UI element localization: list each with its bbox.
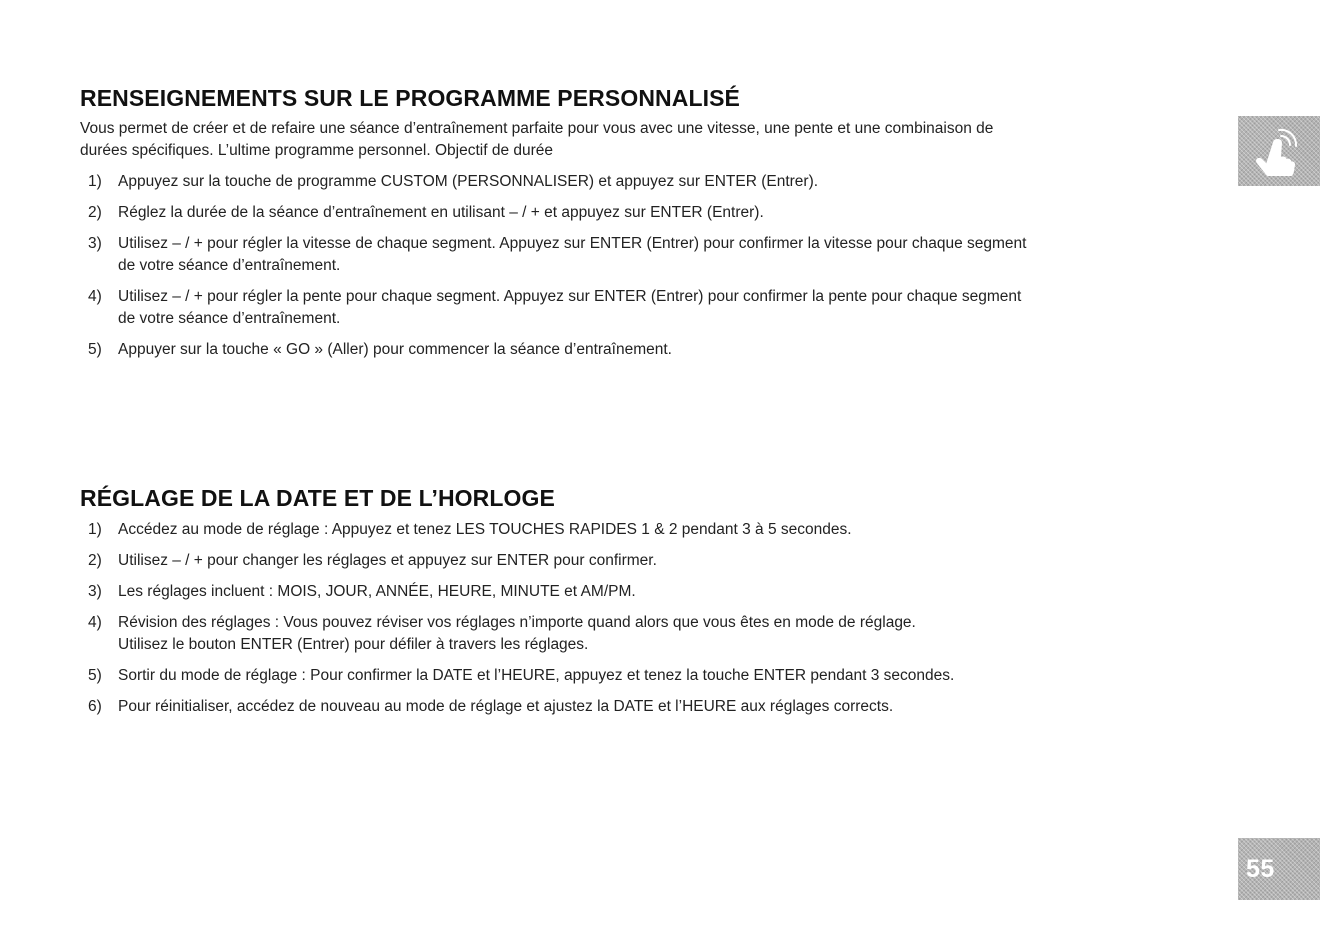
step-number: 2) <box>88 552 102 569</box>
step-number: 1) <box>88 521 102 538</box>
side-tab <box>1238 116 1320 186</box>
step-text: Utilisez – / + pour régler la vitesse de chaque segment. Appuyez sur ENTER (Entrer) pour confirmer la vitesse pour chaque segment <box>118 235 1027 252</box>
list-item <box>80 233 1190 277</box>
steps-list <box>80 171 1190 361</box>
step-number: 5) <box>88 341 102 358</box>
step-text: Appuyer sur la touche « GO » (Aller) pour commencer la séance d’entraînement. <box>118 341 672 358</box>
step-number: 1) <box>88 173 102 190</box>
step-text-continued: de votre séance d’entraînement. <box>118 310 341 327</box>
step-text: Utilisez – / + pour régler la pente pour chaque segment. Appuyez sur ENTER (Entrer) pour confirmer la pente pour chaque segment <box>118 288 1022 305</box>
list-item <box>80 202 1190 224</box>
list-item <box>80 696 1190 718</box>
hand-pointer-icon <box>1241 126 1299 176</box>
step-text: Utilisez – / + pour changer les réglages et appuyez sur ENTER pour confirmer. <box>118 552 657 569</box>
step-text-continued: Utilisez le bouton ENTER (Entrer) pour défiler à travers les réglages. <box>118 636 589 653</box>
step-number: 3) <box>88 583 102 600</box>
step-number: 2) <box>88 204 102 221</box>
step-text: Révision des réglages : Vous pouvez réviser vos réglages n’importe quand alors que vous êtes en mode de réglage. <box>118 614 916 631</box>
page-number: 55 <box>1246 854 1275 883</box>
page-number-tab <box>1238 838 1320 900</box>
list-item <box>80 171 1190 193</box>
section-intro <box>80 118 1190 162</box>
custom-program-section <box>80 84 1190 370</box>
list-item <box>80 286 1190 330</box>
section-title: RENSEIGNEMENTS SUR LE PROGRAMME PERSONNALISÉ <box>80 85 740 111</box>
step-text: Réglez la durée de la séance d’entraînement en utilisant – / + et appuyez sur ENTER (Entrer). <box>118 204 764 221</box>
step-number: 3) <box>88 235 102 252</box>
intro-line: Vous permet de créer et de refaire une séance d’entraînement parfaite pour vous avec une vitesse, une pente et une combinaison de <box>80 120 994 137</box>
step-number: 4) <box>88 614 102 631</box>
step-number: 6) <box>88 698 102 715</box>
intro-line: durées spécifiques. L’ultime programme personnel. Objectif de durée <box>80 142 554 159</box>
list-item <box>80 519 1190 541</box>
step-text: Appuyez sur la touche de programme CUSTOM (PERSONNALISER) et appuyez sur ENTER (Entrer). <box>118 173 819 190</box>
list-item <box>80 550 1190 572</box>
step-text-continued: de votre séance d’entraînement. <box>118 257 341 274</box>
step-text: Les réglages incluent : MOIS, JOUR, ANNÉE, HEURE, MINUTE et AM/PM. <box>118 583 636 600</box>
step-text: Accédez au mode de réglage : Appuyez et tenez LES TOUCHES RAPIDES 1 & 2 pendant 3 à 5 secondes. <box>118 521 852 538</box>
date-clock-section <box>80 484 1190 727</box>
steps-list <box>80 519 1190 718</box>
step-number: 5) <box>88 667 102 684</box>
section-title: RÉGLAGE DE LA DATE ET DE L’HORLOGE <box>80 485 555 511</box>
list-item <box>80 339 1190 361</box>
list-item <box>80 581 1190 603</box>
step-number: 4) <box>88 288 102 305</box>
step-text: Sortir du mode de réglage : Pour confirmer la DATE et l’HEURE, appuyez et tenez la touche ENTER pendant 3 secondes. <box>118 667 955 684</box>
list-item <box>80 665 1190 687</box>
step-text: Pour réinitialiser, accédez de nouveau au mode de réglage et ajustez la DATE et l’HEURE aux réglages corrects. <box>118 698 894 715</box>
list-item <box>80 612 1190 656</box>
